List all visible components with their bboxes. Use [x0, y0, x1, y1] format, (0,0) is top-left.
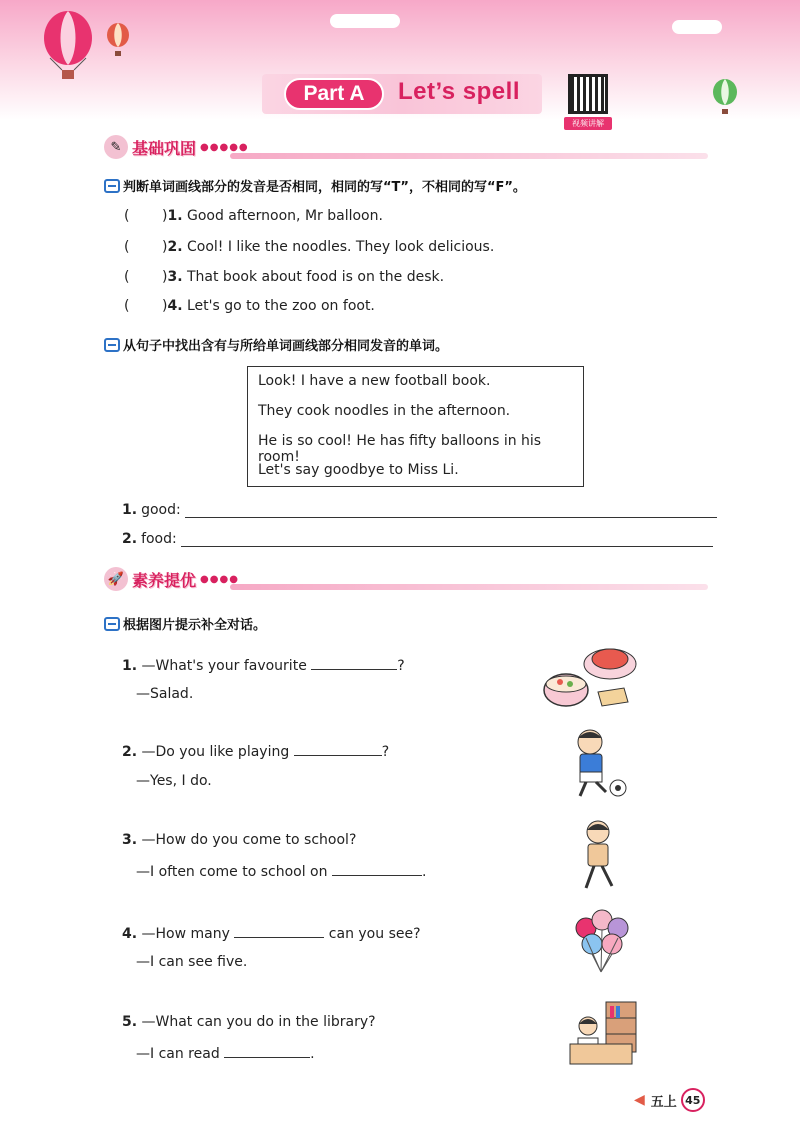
item-number: 4.: [122, 926, 138, 942]
answer-line[interactable]: [185, 502, 717, 518]
item-text: Cool! I like the noodles. They look delicious.: [186, 239, 495, 255]
question-end: can you see?: [328, 926, 421, 942]
dialog-answer: [136, 686, 193, 702]
dialog-answer: [136, 1044, 315, 1062]
fill-row: [122, 531, 713, 547]
paren-close: ): [162, 239, 168, 255]
page-footer: [634, 1088, 705, 1112]
section-heading-advanced: [104, 566, 239, 592]
food-picture-icon: [540, 644, 640, 714]
tf-item: [124, 208, 383, 224]
item-number: 1.: [167, 208, 183, 224]
instruction-text: 根据图片提示补全对话。: [123, 618, 267, 633]
paren-close: ): [162, 298, 168, 314]
answer-blank[interactable]: [234, 924, 324, 938]
mascot-icon: ◀: [634, 1092, 645, 1108]
answer-text: —Yes, I do.: [136, 773, 212, 789]
question-end: ?: [381, 744, 390, 760]
tf-item: [124, 239, 494, 255]
section-divider: [230, 584, 708, 590]
cloud-decoration: [672, 20, 722, 34]
lesson-title: Let’s spell: [398, 78, 520, 105]
page-number: 45: [681, 1088, 705, 1112]
answer-paren[interactable]: (: [124, 298, 130, 314]
section-title: 素养提优: [132, 570, 197, 590]
instruction-text: 从句子中找出含有与所给单词画线部分相同发音的单词。: [123, 339, 449, 354]
box-sentence: He is so cool! He has fifty balloons in his room!: [258, 433, 542, 465]
paren-close: ): [162, 208, 168, 224]
item-number: 3.: [167, 269, 183, 285]
dialog-answer: [136, 773, 212, 789]
item-number: 2.: [122, 531, 138, 547]
hot-air-balloon-icon: [104, 22, 132, 58]
dialog-answer: [136, 862, 426, 880]
item-number: 2.: [122, 744, 138, 760]
exercise-number-icon: [104, 617, 120, 631]
balloons-icon: [572, 908, 630, 984]
section-heading-basics: [104, 134, 249, 160]
item-number: 1.: [122, 502, 138, 518]
exercise-number-icon: [104, 179, 120, 193]
hot-air-balloon-icon: [710, 78, 740, 116]
dots-decoration: ●●●●●: [200, 141, 249, 153]
item-text: Let's go to the zoo on foot.: [186, 298, 375, 314]
sentence-box: [247, 366, 584, 487]
answer-end: .: [421, 864, 427, 880]
answer-text: —I can see five.: [136, 954, 248, 970]
answer-blank[interactable]: [224, 1044, 310, 1058]
answer-paren[interactable]: (: [124, 208, 130, 224]
dialog-question: [122, 656, 405, 674]
question-end: ?: [397, 658, 405, 674]
answer-blank[interactable]: [294, 742, 382, 756]
item-number: 4.: [167, 298, 183, 314]
part-label: Part A: [284, 78, 384, 110]
dialog-question: [122, 832, 356, 848]
tf-item: [124, 298, 375, 314]
paren-close: ): [162, 269, 168, 285]
given-word: food:: [141, 531, 177, 547]
grade-label: 五上: [650, 1094, 677, 1110]
instruction-text: 判断单词画线部分的发音是否相同，相同的写“T”，不相同的写“F”。: [123, 180, 526, 195]
answer-text: —Salad.: [136, 686, 194, 702]
item-number: 1.: [122, 658, 138, 674]
answer-paren[interactable]: (: [124, 269, 130, 285]
cloud-decoration: [330, 14, 400, 28]
notebook-icon: ✎: [104, 135, 128, 159]
exercise-3-instruction: [104, 614, 266, 633]
fill-row: [122, 502, 717, 518]
answer-blank[interactable]: [332, 862, 422, 876]
section-title: 基础巩固: [132, 138, 197, 158]
question-text: —Do you like playing: [141, 744, 290, 760]
answer-text: —I often come to school on: [136, 864, 328, 880]
item-number: 2.: [167, 239, 183, 255]
dialog-answer: [136, 954, 247, 970]
question-text: —How do you come to school?: [141, 832, 357, 848]
box-sentence: They cook noodles in the afternoon.: [258, 403, 511, 419]
dialog-question: [122, 742, 389, 760]
question-text: —What can you do in the library?: [141, 1014, 376, 1030]
box-sentence: Let's say goodbye to Miss Li.: [258, 462, 459, 478]
box-sentence: Look! I have a new football book.: [258, 373, 491, 389]
tf-item: [124, 269, 444, 285]
dialog-question: [122, 1014, 376, 1030]
exercise-2-instruction: [104, 335, 448, 354]
hot-air-balloon-icon: [38, 10, 98, 82]
answer-paren[interactable]: (: [124, 239, 130, 255]
item-number: 5.: [122, 1014, 138, 1030]
qr-label: 视频讲解: [564, 117, 612, 130]
answer-end: .: [310, 1046, 315, 1062]
exercise-1-instruction: [104, 176, 526, 195]
exercise-number-icon: [104, 338, 120, 352]
qr-code-icon[interactable]: [568, 74, 608, 114]
boy-walking-icon: [576, 818, 624, 892]
section-divider: [230, 153, 708, 159]
given-word: good:: [141, 502, 181, 518]
library-reading-icon: [566, 998, 640, 1070]
item-text: That book about food is on the desk.: [186, 269, 445, 285]
rocket-icon: 🚀: [104, 567, 128, 591]
dots-decoration: ●●●●: [200, 573, 239, 585]
item-text: Good afternoon, Mr balloon.: [186, 208, 383, 224]
answer-text: —I can read: [136, 1046, 220, 1062]
question-text: —What's your favourite: [141, 658, 307, 674]
answer-blank[interactable]: [311, 656, 397, 670]
boy-playing-football-icon: [566, 726, 632, 800]
answer-line[interactable]: [181, 531, 713, 547]
question-text: —How many: [141, 926, 230, 942]
item-number: 3.: [122, 832, 138, 848]
dialog-question: [122, 924, 421, 942]
